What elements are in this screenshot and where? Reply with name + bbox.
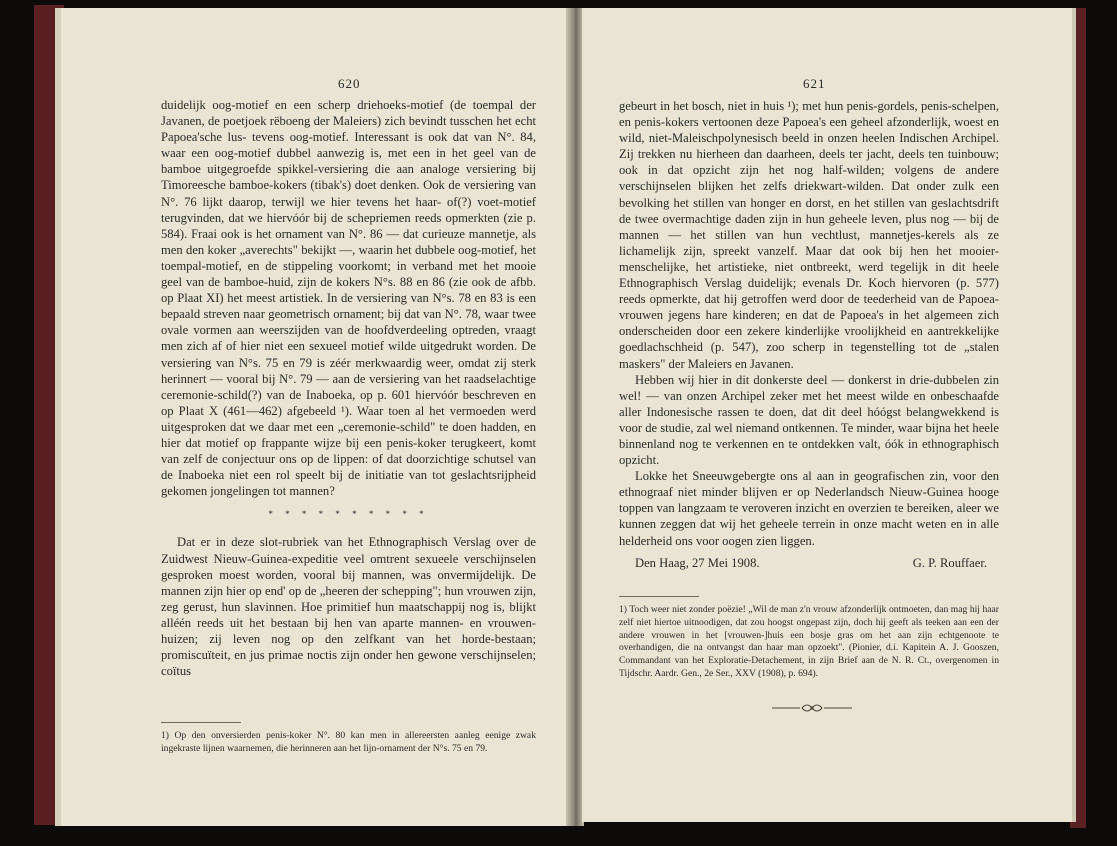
- left-body: [161, 97, 536, 679]
- right-page: [582, 8, 1076, 822]
- right-footnote: 1) Toch weer niet zonder poëzie! „Wil de man z'n vrouw afzonderlijk ontmoeten, dan mag hij haar zelf niet hiertoe uitnoodigen, dat zou hoogst ongepast zijn, doch hij geeft als teeken aan een der andere vrouwen in het [vrouwen-]huis een bosje gras om het aan zijn echtgenoote te overhandigen, die na ontvangst dan haar man opzoekt". (Pionier, d.i. Kapitein A. J. Gooszen, Commandant van het Exploratie-Detachement, in zijn Brief aan de N. R. Ct., overgenomen in Tijdschr. Aardr. Gen., 2e Ser., XXV (1908), p. 694).: [619, 604, 999, 679]
- right-body: [619, 98, 999, 571]
- signature-author: G. P. Rouffaer.: [912, 555, 987, 570]
- signature-place-date: Den Haag, 27 Mei 1908.: [635, 555, 760, 570]
- left-paragraph-1: duidelijk oog-motief en een scherp driehoeks-motief (de toempal der Javanen, de poetjoek rëboeng der Maleiers) zich bevindt tusschen het echt Papoea'sche lus- tevens oog-motief. Interessant is ook dat van N°. 84, waar een oog-motief dubbel aanwezig is, met een in het geel van de bamboe uitgegroefde spikkel-versiering die aan analoge versiering bij Timoreesche bamboe-kokers (tibak's) doet denken. Ook de versiering van N°. 76 lijkt daarop, terwijl we hier tevens het haar- of(?) voet-motief terugvinden, dat we hiervóór bij de schepriemen reeds opmerkten (zie p. 584). Fraai ook is het ornament van N°. 86 — dat curieuze mannetje, als men den koker „averechts" bekijkt —, waarin het dubbele oog-motief, het toempal-motief, en de stippeling voorkomt; in verband met het mooie geel van de bamboe-huid, zijn de kokers N°s. 88 en 86 (zie ook de afbb. op Plaat XI) het meest artistiek. In de versiering van N°s. 78 en 83 is een bepaald streven naar geometrisch ornament; bij dat van N°. 78, waar twee ovale vormen aan weerszijden van de hoofdverdeeling optreden, vraagt men zich af of hier niet een sexueel motief wilde uitgedrukt worden. De versiering van N°s. 75 en 79 is zéér merkwaardig weer, omdat zij sterk herinnert — vooral bij N°. 79 — aan de versiering van het raadselachtige ceremonie-schild(?) van de Inaboeka, op p. 601 hiervóór beschreven en op Plaat X (461—462) afgebeeld ¹). Waar toen al het vermoeden werd uitgesproken dat we daar met een „ceremonie-schild" te doen hadden, en hier dat motief op frappante wijze bij een penis-koker terugkeert, komt van zelf de conjectuur ons op de lippen: of dat doorzichtige schutsel van de Inaboeka niet een rol speelt bij de initiatie van tot geslachtsrijpheid gekomen jongelingen tot mannen?: [161, 98, 536, 499]
- left-footnote: 1) Op den onversierden penis-koker N°. 80 kan men in allereersten aanleg eenige zwak ingekraste lijnen waarnemen, die herinneren aan het lijn-ornament der N°s. 75 en 79.: [161, 730, 536, 754]
- left-paragraph-2: Dat er in deze slot-rubriek van het Ethnographisch Verslag over de Zuidwest Nieuw-Guinea-expeditie veel omtrent sexueele verschijnselen gesproken moest worden, vooral bij mannen, was onvermijdelijk. De mannen zijn hier op end' op de „heeren der schepping"; hun vrouwen zijn, zeg gerust, hun slavinnen. Hoe primitief hun maatschappij nog is, blijkt alléén reeds uit het bestaan bij hen van aparte mannen- en vrouwen-huizen; zij leven nog op den zelfkant van het horde-bestaan; promiscuïteit, en jus primae noctis zijn onder hen gewone verschijnselen; coïtus: [161, 535, 536, 679]
- page-number: 620: [338, 76, 361, 91]
- footnote-rule: [161, 722, 241, 723]
- page-number: 621: [803, 76, 826, 91]
- left-page: [55, 8, 576, 826]
- footnote-rule: [619, 596, 699, 597]
- right-paragraph-2: Hebben wij hier in dit donkerste deel — donkerst in drie-dubbelen zin wel! — van onzen Archipel zeker met het meest wilde en onbeschaafde aller Indonesische rassen te doen, dat dit deel hóógst belangwekkend is voor de studie, zal wel niemand ontkennen. Te minder, waar bijna het heele binnenland nog te verkennen en te ontdekken valt, óók in ethnographisch opzicht.: [619, 372, 999, 468]
- right-paragraph-1: gebeurt in het bosch, niet in huis ¹); met hun penis-gordels, penis-schelpen, en penis-kokers vertoonen deze Papoea's een geheel afzonderlijk, woest en wild, niet-Maleischpolynesisch beeld in onzen heelen Indischen Archipel. Zij trekken nu hierheen dan daarheen, deels ter jacht, deels ten tuinbouw; ook in dat opzicht zijn het nog half-wilden; volgens de andere verschijnselen blijken het zelfs driekwart-wilden. Dat onder zulk een bevolking het stillen van honger en dorst, en het stillen van geslachtsdrift de twee overmachtige daden zijn in hun geheele leven, plus nog — bij de mannen — het stillen van hun vechtlust, mannetjes-kerels als ze lichamelijk zijn, spreekt vanzelf. Maar dat ook bij hen het mooier-menschelijke, het artistieke, niet ontbreekt, werd tegelijk in dit heele Ethnographisch Verslag duidelijk; evenals Dr. Koch hiervoren (p. 577) reeds opmerkte, dat hij getroffen werd door de teederheid van de Papoea-vrouwen jegens hare kinderen; en dat de Papoea's in het algemeen zich onderscheiden door een zekere kinderlijke vroolijkheid en aantrekkelijke goedlachschheid (p. 547), zoo scherp in tegenstelling tot de „stalen maskers" der Maleiers en Javanen.: [619, 99, 999, 371]
- end-ornament-icon: [772, 702, 852, 714]
- signature-line: [619, 555, 999, 571]
- section-divider-stars: * * * * * * * * * *: [268, 509, 429, 520]
- right-paragraph-3: Lokke het Sneeuwgebergte ons al aan in geografischen zin, voor den ethnograaf niet minder blijven er op Nederlandsch Nieuw-Guinea hooge toppen van langzaam te veroveren inzicht en overzien te bereiken, aleer we kunnen zeggen dat wij het geheele terrein in onze macht weten en in alle helderheid ons voor oogen zien liggen.: [619, 469, 999, 548]
